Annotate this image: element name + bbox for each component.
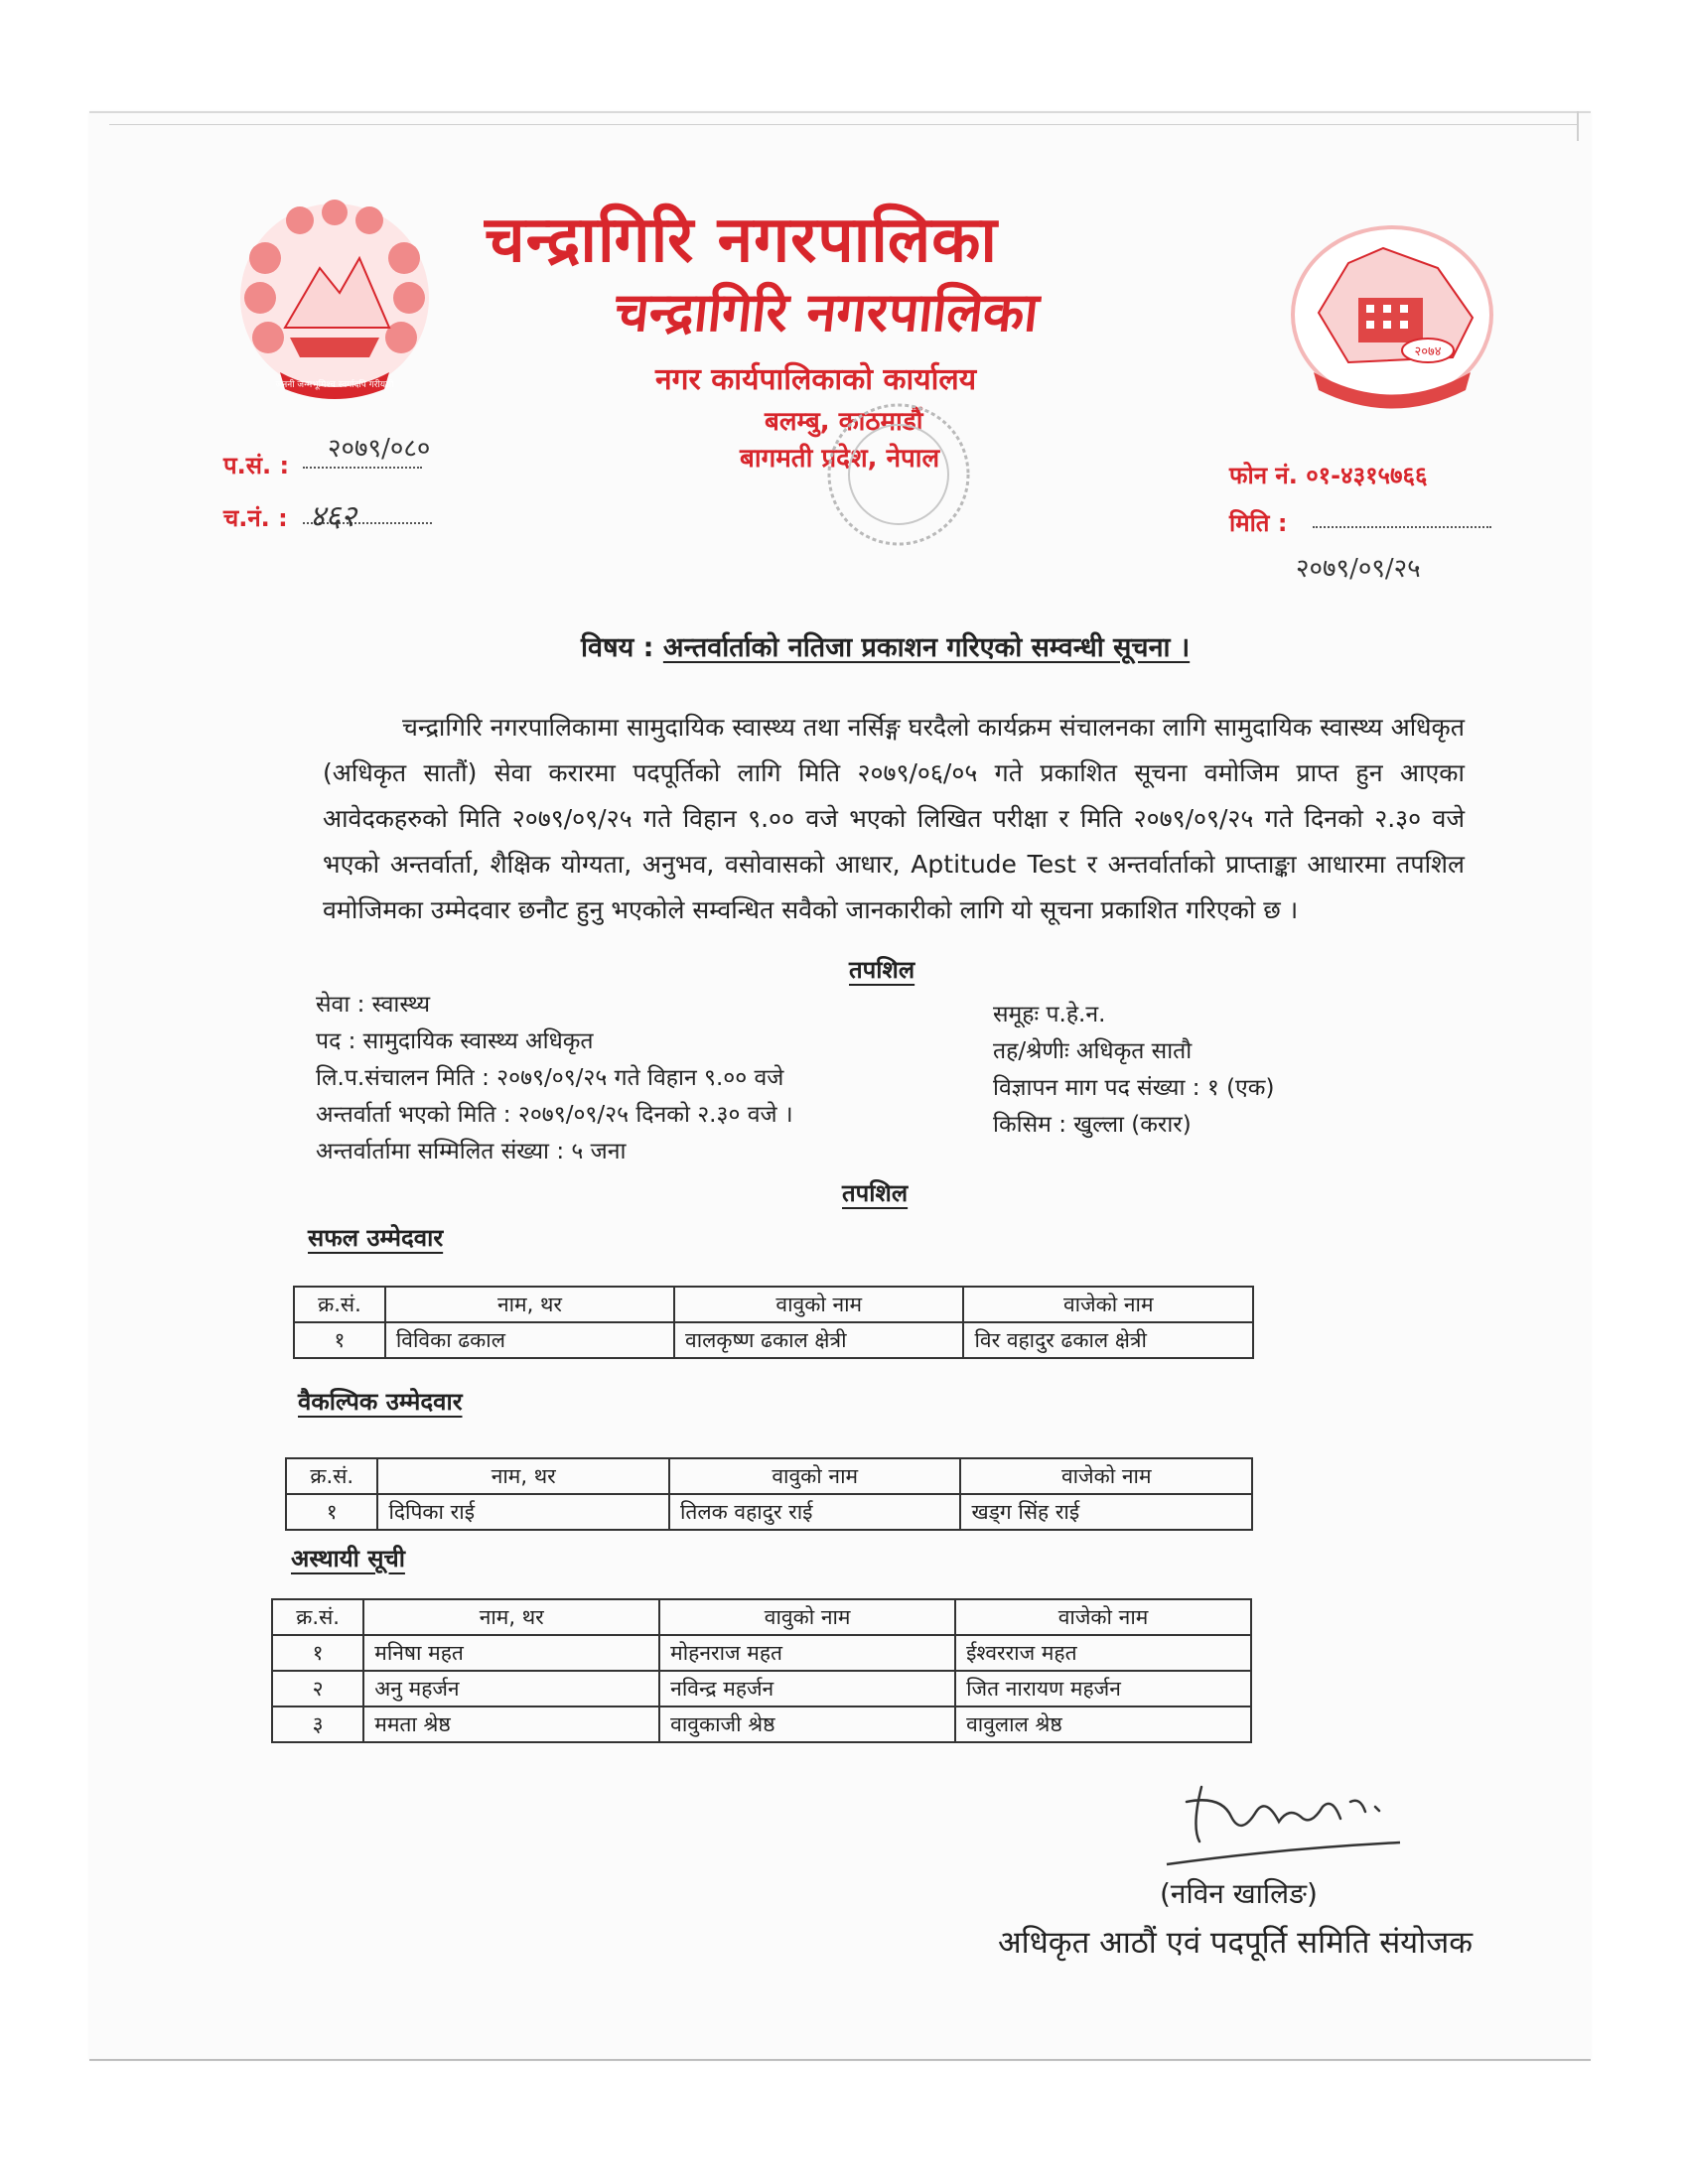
cell-serial: १ <box>272 1635 363 1671</box>
subject-line <box>581 627 1190 664</box>
details-left <box>316 987 793 1170</box>
cell-serial: ३ <box>272 1706 363 1742</box>
alternate-table <box>285 1457 1253 1531</box>
detail-exam-date: लि.प.संचालन मिति : २०७९/०९/२५ गते विहान ९.०० वजे <box>316 1065 784 1091</box>
temporary-title: अस्थायी सूची <box>291 1545 405 1572</box>
details-heading: तपशिल <box>849 956 915 984</box>
detail-post: पद : सामुदायिक स्वास्थ्य अधिकृत <box>316 1028 594 1054</box>
date-label: मिति : <box>1229 509 1288 537</box>
chandragiri-municipality-logo <box>1289 223 1495 412</box>
ref-number-label: प.सं. : <box>223 452 290 479</box>
cell-serial: १ <box>294 1322 385 1358</box>
col-father: वावुको नाम <box>659 1599 955 1635</box>
alternate-title: वैकल्पिक उम्मेदवार <box>298 1388 463 1416</box>
table-header-row <box>294 1287 1253 1322</box>
signatory-title: अधिकृत आठौं एवं पदपूर्ति समिति संयोजक <box>998 1925 1473 1961</box>
cell-serial: १ <box>286 1494 377 1530</box>
col-grandfather: वाजेको नाम <box>960 1458 1252 1494</box>
office-stamp <box>814 395 983 554</box>
detail-vacancy-count: विज्ञापन माग पद संख्या : १ (एक) <box>993 1075 1275 1101</box>
paper-edge-mark <box>1577 111 1579 141</box>
nepal-emblem-logo <box>230 199 439 407</box>
ref-number-value: २०७९/०८० <box>328 434 431 464</box>
cell-grandfather: जित नारायण महर्जन <box>955 1671 1251 1706</box>
col-grandfather: वाजेको नाम <box>955 1599 1251 1635</box>
cell-name: अनु महर्जन <box>363 1671 659 1706</box>
signatory-name: (नविन खालिङ) <box>1160 1877 1318 1910</box>
table-row <box>272 1671 1251 1706</box>
successful-title: सफल उम्मेदवार <box>308 1224 444 1252</box>
cell-serial: २ <box>272 1671 363 1706</box>
col-father: वावुको नाम <box>674 1287 963 1322</box>
detail-group: समूहः प.हे.न. <box>993 1002 1106 1027</box>
cell-name: दिपिका राई <box>377 1494 669 1530</box>
table-header-row <box>286 1458 1252 1494</box>
detail-level: तह/श्रेणीः अधिकृत सातौ <box>993 1038 1193 1064</box>
dispatch-number-label: च.नं. : <box>223 504 288 532</box>
cell-name: विविका ढकाल <box>385 1322 674 1358</box>
cell-name: ममता श्रेष्ठ <box>363 1706 659 1742</box>
col-name: नाम, थर <box>363 1599 659 1635</box>
cell-father: तिलक वहादुर राई <box>669 1494 961 1530</box>
address-line-1: बलम्बु, काठमाडौं <box>765 407 923 437</box>
municipality-name-script: चन्द्रागिरि नगरपालिका <box>612 281 1043 343</box>
col-name: नाम, थर <box>385 1287 674 1322</box>
handwritten-signature <box>1162 1767 1430 1876</box>
notice-paragraph: चन्द्रागिरि नगरपालिकामा सामुदायिक स्वास्थ्य तथा नर्सिङ्ग घरदैलो कार्यक्रम संचालनका लागि सामुदायिक स्वास्थ्य अधिकृत (अधिकृत सातौं) सेवा करारमा पदपूर्तिको लागि मिति २०७९/०६/०५ गते प्रकाशित सूचना वमोजिम प्राप्त हुन आएका आवेदकहरुको मिति २०७९/०९/२५ गते विहान ९.०० वजे भएको लिखित परीक्षा र मिति २०७९/०९/२५ गते दिनको २.३० वजे भएको अन्तर्वार्ता, शैक्षिक योग्यता, अनुभव, वसोवासको आधार, Aptitude Test र अन्तर्वार्ताको प्राप्ताङ्का आधारमा तपशिल वमोजिमका उम्मेदवार छनौट हुनु भएकोले सम्वन्धित सवैको जानकारीको लागि यो सूचना प्रकाशित गरिएको छ । <box>323 713 1465 924</box>
col-serial: क्र.सं. <box>286 1458 377 1494</box>
detail-type: किसिम : खुल्ला (करार) <box>993 1112 1192 1138</box>
details-right <box>993 997 1274 1144</box>
table-row <box>294 1322 1253 1358</box>
cell-father: वावुकाजी श्रेष्ठ <box>659 1706 955 1742</box>
municipality-name: चन्द्रागिरि नगरपालिका <box>485 204 998 277</box>
temporary-table <box>271 1598 1252 1743</box>
successful-table <box>293 1286 1254 1359</box>
emblem-motto: जननी जन्मभूमिश्च स्वर्गादपि गरीयसी <box>275 380 394 390</box>
detail-participants: अन्तर्वार्तामा सम्मिलित संख्या : ५ जना <box>316 1139 627 1164</box>
office-name: नगर कार्यपालिकाको कार्यालय <box>655 362 977 397</box>
col-grandfather: वाजेको नाम <box>963 1287 1253 1322</box>
table-row <box>286 1494 1252 1530</box>
cell-grandfather: ईश्वरराज महत <box>955 1635 1251 1671</box>
detail-service: सेवा : स्वास्थ्य <box>316 992 431 1018</box>
cell-father: मोहनराज महत <box>659 1635 955 1671</box>
table-row <box>272 1635 1251 1671</box>
ref-number-dots <box>303 467 422 469</box>
paper-edge-line <box>109 124 1579 125</box>
cell-name: मनिषा महत <box>363 1635 659 1671</box>
date-dots <box>1313 526 1491 528</box>
col-name: नाम, थर <box>377 1458 669 1494</box>
col-father: वावुको नाम <box>669 1458 961 1494</box>
date-value: २०७९/०९/२५ <box>1296 554 1421 584</box>
subject-text: अन्तर्वार्ताको नतिजा प्रकाशन गरिएको सम्वन्धी सूचना । <box>662 632 1191 663</box>
cell-grandfather: विर वहादुर ढकाल क्षेत्री <box>963 1322 1253 1358</box>
table-header-row <box>272 1599 1251 1635</box>
cell-father: वालकृष्ण ढकाल क्षेत्री <box>674 1322 963 1358</box>
phone-number: फोन नं. ०१-४३१५७६६ <box>1229 462 1428 489</box>
tables-heading: तपशिल <box>842 1179 909 1207</box>
dispatch-number-value: ४६२ <box>310 499 356 534</box>
cell-father: नविन्द्र महर्जन <box>659 1671 955 1706</box>
detail-interview-date: अन्तर्वार्ता भएको मिति : २०७९/०९/२५ दिनको २.३० वजे । <box>316 1102 793 1128</box>
table-row <box>272 1706 1251 1742</box>
address-line-2: बागमती प्रदेश, नेपाल <box>740 444 940 474</box>
col-serial: क्र.सं. <box>272 1599 363 1635</box>
cell-grandfather: वावुलाल श्रेष्ठ <box>955 1706 1251 1742</box>
logo-year-text: २०७४ <box>1414 344 1442 359</box>
subject-label: विषय : <box>581 632 654 663</box>
cell-grandfather: खड्ग सिंह राई <box>960 1494 1252 1530</box>
col-serial: क्र.सं. <box>294 1287 385 1322</box>
